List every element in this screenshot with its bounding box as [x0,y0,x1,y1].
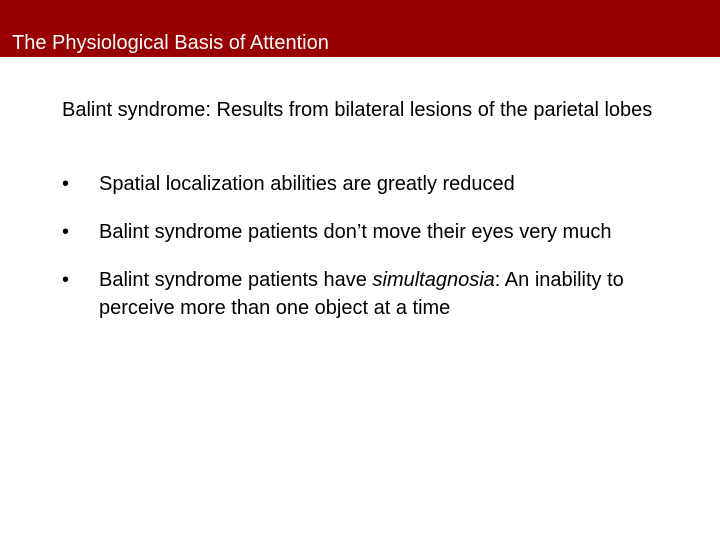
bullet-icon: • [62,173,70,195]
bullet-icon: • [62,269,70,291]
bullet-item-eye-movement [62,218,682,246]
title-bar [0,0,720,57]
bullet-icon: • [62,221,70,243]
bullet-list [62,170,682,342]
simultagnosia-term: simultagnosia [372,269,495,291]
bullet-text-suffix: : An inability to perceive more than one object at a time [99,269,624,319]
bullet-text: Spatial localization abilities are greatly reduced [99,173,515,195]
bullet-text: Balint syndrome patients don’t move their eyes very much [99,221,612,243]
slide-title: The Physiological Basis of Attention [12,32,329,54]
bullet-text-prefix: Balint syndrome patients have [99,269,373,291]
bullet-item-simultagnosia [62,266,682,322]
intro-text: Balint syndrome: Results from bilateral lesions of the parietal lobes [62,99,653,121]
bullet-item-spatial-localization [62,170,682,198]
